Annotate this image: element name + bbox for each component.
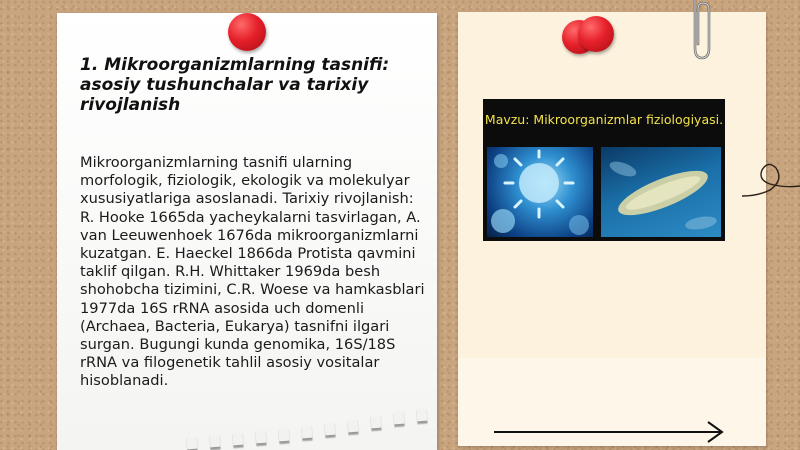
bacteria-microscopy-image <box>601 147 721 237</box>
pushpin-red-icon <box>228 13 266 51</box>
slide-caption: Mavzu: Mikroorganizmlar fiziologiyasi. <box>484 112 724 127</box>
arrow-right-icon <box>494 420 726 444</box>
note-body-text: Mikroorganizmlarning tasnifi ularning morfologik, fiziologik, ekologik va molekulyar xususiyatlariga asoslanadi. Tarixiy rivojlanish: R. Hooke 1665da yacheykalarni tasvirlagan, A. van Leeuwenhoek 1676da mikroorganizmlarni kuzatgan. E. Haeckel 1866da Protista qavmini taklif qilgan. R.H. Whittaker 1969da besh shohobcha tizimini, C.R. Woese va hamkasblari 1977da 16S rRNA asosida uch domenli (Archaea, Bacteria, Eukarya) tasnifni ilgari surgan. Bugungi kunda genomika, 16S/18S rRNA va filogenetik tahlil asosiy vositalar hisoblanadi. <box>80 154 425 390</box>
pushpin-red-highlight <box>578 16 614 52</box>
virus-microscopy-image <box>487 147 593 237</box>
slide-thumbnail <box>483 99 725 241</box>
tape-strip-decoration <box>175 404 440 450</box>
paperclip-icon <box>686 0 714 66</box>
note-title: 1. Mikroorganizmlarning tasnifi: asosiy tushunchalar va tarixiy rivojlanish <box>80 55 390 115</box>
string-squiggle-decoration <box>740 150 800 210</box>
